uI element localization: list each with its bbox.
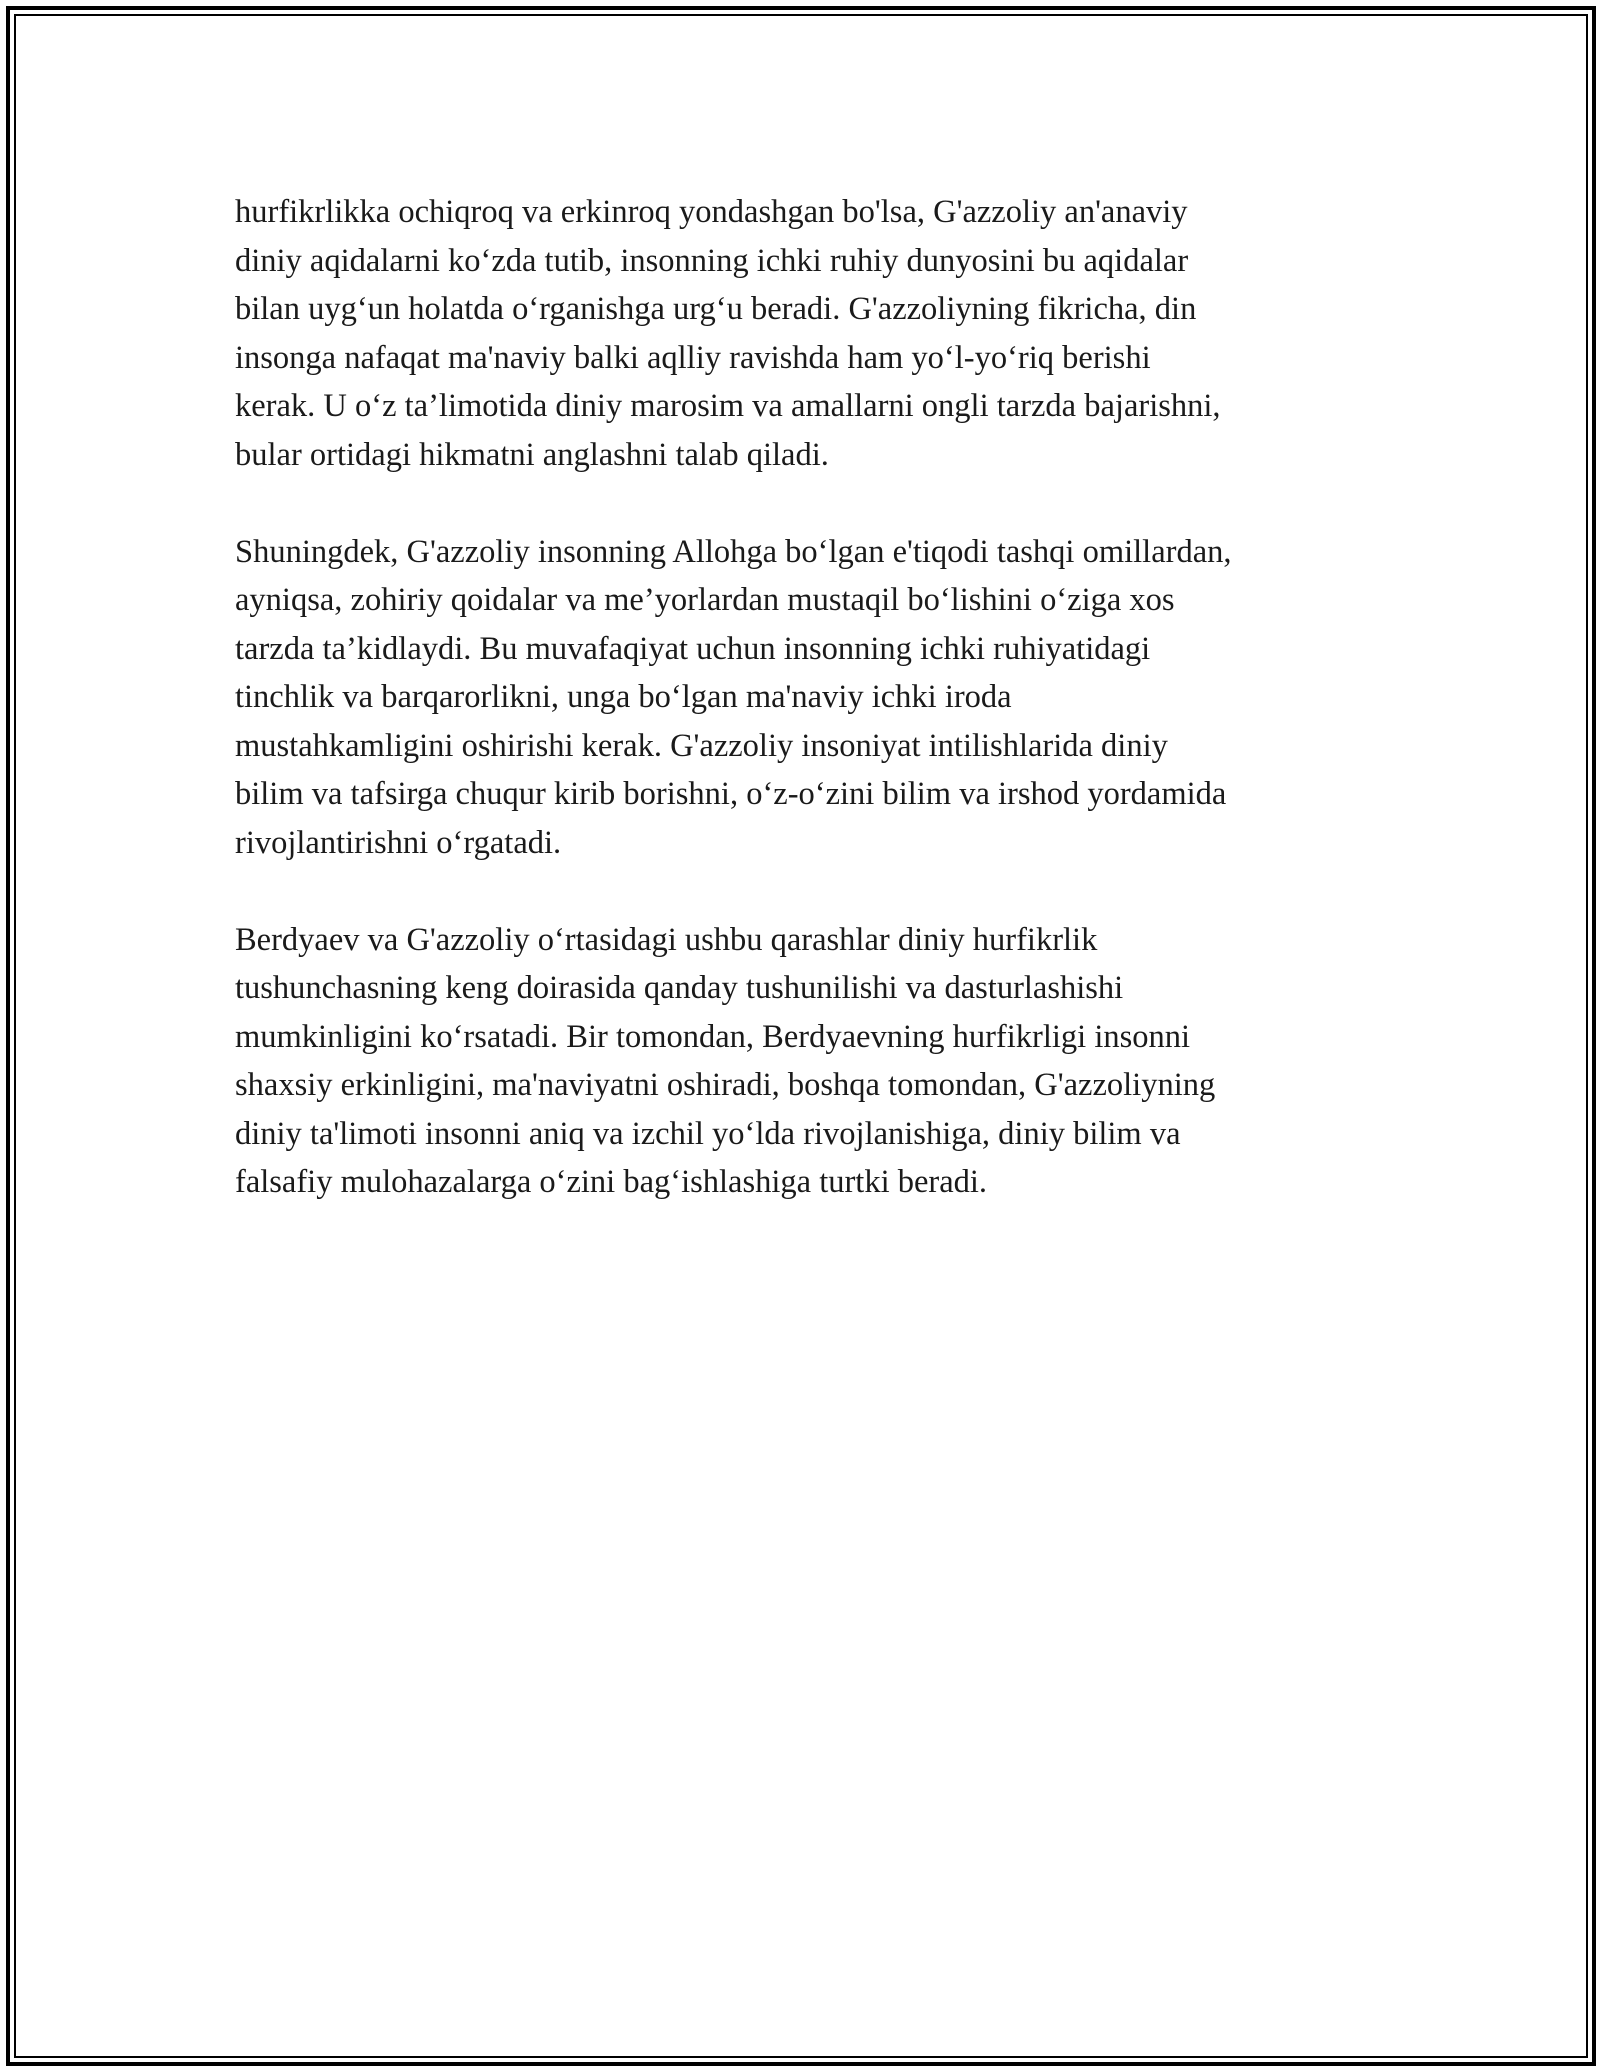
text-line: diniy ta'limoti insonni aniq va izchil yo‘lda rivojlanishiga, diniy bilim va	[235, 1115, 1181, 1152]
text-line: tushunchasning keng doirasida qanday tushunilishi va dasturlashishi	[235, 970, 1124, 1006]
text-line: rivojlantirishni o‘rgatadi.	[235, 824, 562, 861]
text-line: Berdyaev va G'azzoliy o‘rtasidagi ushbu qarashlar diniy hurfikrlik	[235, 921, 1098, 958]
paragraph-1	[235, 188, 1375, 479]
text-line: bular ortidagi hikmatni anglashni talab qiladi.	[235, 436, 829, 473]
text-line: diniy aqidalarni ko‘zda tutib, insonning ichki ruhiy dunyosini bu aqidalar	[235, 242, 1189, 279]
text-line: bilim va tafsirga chuqur kirib borishni, o‘z-o‘zini bilim va irshod yordamida	[235, 776, 1227, 812]
text-line: shaxsiy erkinligini, ma'naviyatni oshiradi, boshqa tomondan, G'azzoliyning	[235, 1067, 1216, 1103]
text-line: Shuningdek, G'azzoliy insonning Allohga bo‘lgan e'tiqodi tashqi omillardan,	[235, 533, 1232, 570]
text-line: mumkinligini ko‘rsatadi. Bir tomondan, Berdyaevning hurfikrligi insonni	[235, 1018, 1191, 1055]
text-line: ayniqsa, zohiriy qoidalar va me’yorlardan mustaqil bo‘lishini o‘ziga xos	[235, 582, 1175, 618]
text-line: mustahkamligini oshirishi kerak. G'azzoliy insoniyat intilishlarida diniy	[235, 727, 1168, 764]
document-body	[235, 188, 1375, 1255]
paragraph-3	[235, 916, 1375, 1207]
text-line: falsafiy mulohazalarga o‘zini bag‘ishlashiga turtki beradi.	[235, 1164, 988, 1200]
text-line: hurfikrlikka ochiqroq va erkinroq yondashgan bo'lsa, G'azzoliy an'anaviy	[235, 194, 1188, 230]
text-line: insonga nafaqat ma'naviy balki aqlliy ravishda ham yo‘l-yo‘riq berishi	[235, 339, 1151, 376]
text-line: bilan uyg‘un holatda o‘rganishga urg‘u beradi. G'azzoliyning fikricha, din	[235, 291, 1197, 327]
text-line: kerak. U o‘z ta’limotida diniy marosim va amallarni ongli tarzda bajarishni,	[235, 388, 1221, 424]
paragraph-2	[235, 528, 1375, 868]
text-line: tarzda ta’kidlaydi. Bu muvafaqiyat uchun insonning ichki ruhiyatidagi	[235, 630, 1151, 667]
text-line: tinchlik va barqarorlikni, unga bo‘lgan ma'naviy ichki iroda	[235, 679, 1012, 715]
